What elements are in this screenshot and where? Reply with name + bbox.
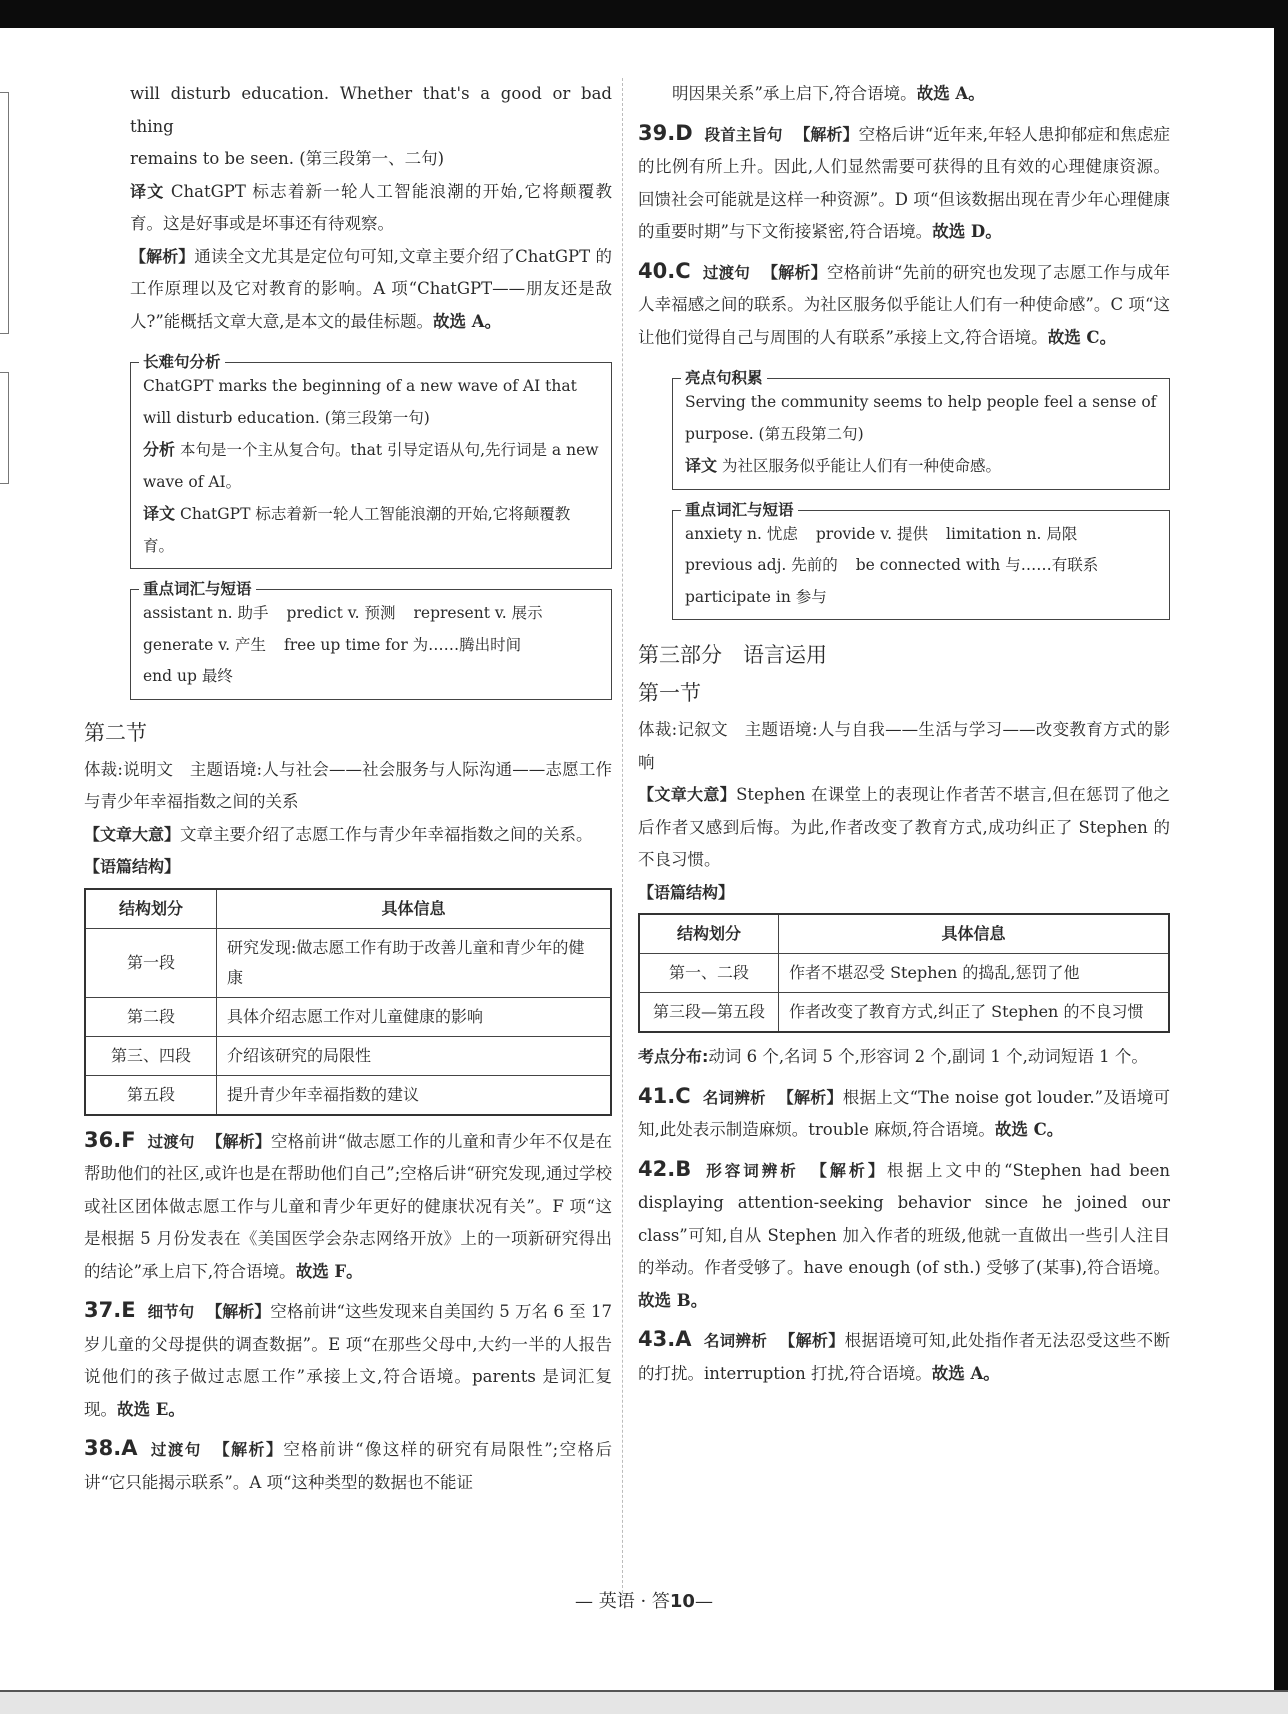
translation-label: 译文 — [685, 456, 718, 475]
table-cell: 介绍该研究的局限性 — [217, 1036, 612, 1075]
structure-table — [84, 888, 612, 1116]
table-header: 具体信息 — [217, 889, 612, 929]
question-39 — [638, 117, 1170, 249]
vocab-box — [130, 580, 612, 700]
table-cell: 第一段 — [85, 928, 217, 997]
question-type: 过渡句 — [149, 1441, 202, 1459]
analysis-text: 本句是一个主从复合句。that 引导定语从句,先行词是 a new wave of AI。 — [143, 441, 599, 491]
table-row — [639, 954, 1169, 993]
answer-text: 故选 C。 — [1047, 327, 1117, 347]
question-type: 形容词辨析 — [703, 1161, 799, 1180]
left-column — [84, 78, 612, 1499]
scan-right-border — [1274, 0, 1288, 1714]
analysis-text: 空格后讲“近年来,年轻人患抑郁症和焦虑症的比例有所上升。因此,人们显然需要可获得的且有效的心理健康资源。回馈社会可能就是这样一种资源”。D 项“但该数据出现在青少年心理健康的重要时期”与下文衔接紧密,符合语境。 — [638, 124, 1170, 241]
table-row — [85, 928, 611, 997]
question-type: 过渡句 — [147, 1132, 195, 1151]
answer-text: 故选 A。 — [916, 84, 985, 103]
analysis-text: 通读全文尤其是定位句可知,文章主要介绍了ChatGPT 的工作原理以及它对教育的影响。A 项“ChatGPT——朋友还是敌人?”能概括文章大意,是本文的最佳标题。 — [130, 246, 612, 331]
analysis-label: 【解析】 — [130, 246, 195, 266]
question-type: 名词辨析 — [702, 1088, 766, 1107]
summary-text: 文章主要介绍了志愿工作与青少年幸福指数之间的关系。 — [180, 824, 593, 844]
box-title: 重点词汇与短语 — [139, 577, 256, 601]
point-distribution — [638, 1041, 1170, 1074]
table-row — [639, 993, 1169, 1033]
table-header: 结构划分 — [85, 889, 217, 929]
sentence-translation — [685, 450, 1157, 483]
analysis-label: 【解析】 — [762, 262, 827, 282]
summary-text: Stephen 在课堂上的表现让作者苦不堪言,但在惩罚了他之后作者又感到后悔。为此,作者改变了教育方式,成功纠正了 Stephen 的不良习惯。 — [638, 785, 1170, 869]
answer-text: 故选 C。 — [994, 1120, 1064, 1139]
translation-text: 为社区服务似乎能让人们有一种使命感。 — [721, 457, 1001, 475]
question-type: 过渡句 — [702, 263, 751, 282]
box-title: 长难句分析 — [139, 350, 225, 374]
question-43 — [638, 1323, 1170, 1390]
table-cell: 第三段—第五段 — [639, 993, 779, 1033]
summary-label: 【文章大意】 — [638, 785, 737, 804]
analysis-label: 【解析】 — [206, 1302, 271, 1321]
question-number: 39.D — [638, 120, 693, 145]
example-sentence: ChatGPT marks the beginning of a new wave of AI that will disturb education. (第三段第一句) — [143, 377, 577, 427]
table-cell: 作者不堪忍受 Stephen 的捣乱,惩罚了他 — [779, 954, 1170, 993]
question-number: 38.A — [84, 1436, 138, 1460]
genre-line: 体裁:说明文 主题语境:人与社会——社会服务与人际沟通——志愿工作与青少年幸福指数之间的关系 — [84, 759, 612, 811]
table-cell: 提升青少年幸福指数的建议 — [217, 1075, 612, 1115]
vocab-item: free up time for 为……腾出时间 — [284, 635, 522, 654]
box-title: 重点词汇与短语 — [681, 498, 798, 522]
sentence-analysis — [143, 434, 599, 498]
analysis-label: 【解析】 — [794, 124, 859, 144]
vocab-item: participate in 参与 — [685, 587, 827, 606]
table-row — [85, 997, 611, 1036]
question-type: 细节句 — [147, 1303, 195, 1321]
question-type: 名词辨析 — [703, 1332, 768, 1350]
vocab-item: end up 最终 — [143, 667, 233, 685]
quote-line: will disturb education. Whether that's a good or bad thing — [130, 84, 612, 136]
question-number: 37.E — [84, 1298, 136, 1322]
scan-left-mark — [0, 92, 9, 334]
answer-text: 故选 E。 — [117, 1399, 185, 1419]
scan-left-mark — [0, 372, 9, 484]
vocab-item: previous adj. 先前的 — [685, 556, 838, 574]
table-cell: 第一、二段 — [639, 954, 779, 993]
analysis-text: 空格前讲“像这样的研究有局限性”;空格后讲“它只能揭示联系”。A 项“这种类型的数据也不能证 — [84, 1440, 612, 1492]
vocab-item: predict v. 预测 — [286, 604, 396, 622]
page-number: 10 — [669, 1591, 695, 1612]
genre-line: 体裁:记叙文 主题语境:人与自我——生活与学习——改变教育方式的影响 — [638, 720, 1170, 772]
summary — [84, 819, 612, 852]
analysis-label: 【解析】 — [810, 1160, 887, 1180]
answer-text: 故选 A。 — [931, 1363, 1000, 1383]
table-row — [85, 1075, 611, 1115]
vocab-item: provide v. 提供 — [815, 524, 929, 543]
answer-text: 故选 A。 — [433, 311, 502, 331]
distribution-text: 动词 6 个,名词 5 个,形容词 2 个,副词 1 个,动词短语 1 个。 — [708, 1047, 1148, 1066]
translation — [84, 176, 612, 241]
table-header: 结构划分 — [639, 914, 779, 954]
question-number: 40.C — [638, 258, 691, 283]
answer-text: 故选 D。 — [932, 222, 1002, 241]
question-37 — [84, 1294, 612, 1426]
summary-label: 【文章大意】 — [84, 824, 181, 844]
question-36 — [84, 1124, 612, 1289]
analysis-text: 空格前讲“这些发现来自美国约 5 万名 6 至 17 岁儿童的父母提供的调查数据”。E 项“在那些父母中,大约一半的人报告说他们的孩子做过志愿工作”承接上文,符合语境。parents 是词汇复现。 — [84, 1302, 612, 1419]
vocab-item: limitation n. 局限 — [946, 524, 1078, 543]
question-number: 43.A — [638, 1327, 692, 1351]
highlight-sentence-box — [672, 369, 1170, 490]
distribution-label: 考点分布: — [638, 1047, 709, 1066]
section-heading: 第一节 — [638, 681, 701, 705]
question-number: 36.F — [84, 1127, 136, 1152]
vocab-box — [672, 500, 1170, 621]
translation-label: 译文 — [130, 181, 165, 201]
vocab-item: anxiety n. 忧虑 — [685, 524, 798, 543]
question-41 — [638, 1080, 1170, 1147]
structure-label: 【语篇结构】 — [84, 857, 181, 876]
vocab-item: represent v. 展示 — [413, 604, 543, 622]
right-column — [638, 78, 1170, 1390]
structure-table — [638, 913, 1170, 1033]
answer-text: 故选 B。 — [638, 1290, 708, 1310]
table-cell: 作者改变了教育方式,纠正了 Stephen 的不良习惯 — [779, 993, 1170, 1033]
translation-text: ChatGPT 标志着新一轮人工智能浪潮的开始,它将颠覆教育。这是好事或是坏事还有待观察。 — [130, 181, 612, 233]
analysis-label: 【解析】 — [206, 1131, 272, 1151]
table-cell: 具体介绍志愿工作对儿童健康的影响 — [217, 997, 612, 1036]
vocab-item: be connected with 与……有联系 — [855, 556, 1099, 574]
analysis-label: 【解析】 — [779, 1331, 845, 1350]
passage-quote — [84, 78, 612, 176]
scan-top-border — [0, 0, 1288, 28]
analysis — [84, 241, 612, 339]
example-sentence: Serving the community seems to help people feel a sense of purpose. (第五段第二句) — [685, 393, 1157, 443]
analysis-text: 空格前讲“做志愿工作的儿童和青少年不仅是在帮助他们的社区,或许也是在帮助他们自己”;空格后讲“研究发现,通过学校或社区团体做志愿工作与儿童和青少年更好的健康状况有关”。F 项“这是根据 5 月份发表在《美国医学会杂志网络开放》上的一项新研究得出的结论”承上启下,符合语境。 — [84, 1131, 612, 1281]
sentence-translation — [143, 498, 599, 562]
vocab-item: generate v. 产生 — [143, 635, 267, 654]
analysis-text: 明因果关系”承上启下,符合语境。 — [672, 84, 917, 103]
table-header: 具体信息 — [779, 914, 1170, 954]
analysis-text: 根据上文中的“Stephen had been displaying attention-seeking behavior since he joined our class”可知,自从 Stephen 加入作者的班级,他就一直做出一些引人注目的举动。作者受够了。have enough (of sth.) 受够了(某事),符合语境。 — [638, 1160, 1170, 1277]
summary — [638, 779, 1170, 877]
table-cell: 第二段 — [85, 997, 217, 1036]
answer-text: 故选 F。 — [295, 1261, 363, 1281]
translation-text: ChatGPT 标志着新一轮人工智能浪潮的开始,它将颠覆教育。 — [143, 505, 571, 555]
vocab-item: assistant n. 助手 — [143, 604, 269, 622]
question-38 — [84, 1432, 612, 1499]
analysis-label: 【解析】 — [213, 1440, 284, 1459]
question-number: 41.C — [638, 1083, 691, 1108]
translation-label: 译文 — [143, 504, 176, 523]
analysis-label: 分析 — [143, 440, 176, 459]
table-cell: 第三、四段 — [85, 1036, 217, 1075]
question-40 — [638, 255, 1170, 355]
question-38-continued — [638, 78, 1170, 111]
box-title: 亮点句积累 — [681, 366, 767, 390]
footer-label: — 英语 · 答 — [575, 1591, 670, 1612]
page-footer — [0, 1588, 1288, 1616]
scan-bottom-border — [0, 1690, 1288, 1714]
structure-label: 【语篇结构】 — [638, 882, 735, 902]
question-number: 42.B — [638, 1156, 692, 1181]
analysis-label: 【解析】 — [777, 1087, 843, 1107]
footer-dash: — — [694, 1591, 713, 1612]
table-cell: 第五段 — [85, 1075, 217, 1115]
quote-line: remains to be seen. (第三段第一、二句) — [130, 149, 445, 168]
section-heading: 第二节 — [84, 720, 147, 745]
analysis-text: 空格前讲“先前的研究也发现了志愿工作与成年人幸福感之间的联系。为社区服务似乎能让人们有一种使命感”。C 项“这让他们觉得自己与周围的人有联系”承接上文,符合语境。 — [638, 262, 1170, 347]
table-cell: 研究发现:做志愿工作有助于改善儿童和青少年的健康 — [217, 928, 612, 997]
question-type: 段首主旨句 — [704, 125, 783, 144]
long-sentence-box — [130, 353, 612, 569]
question-42 — [638, 1153, 1170, 1318]
table-row — [85, 1036, 611, 1075]
part-heading: 第三部分 语言运用 — [638, 643, 827, 667]
analysis-text: 根据上文“The noise got louder.”及语境可知,此处表示制造麻烦。trouble 麻烦,符合语境。 — [638, 1087, 1170, 1139]
column-divider — [622, 78, 623, 1598]
analysis-text: 根据语境可知,此处指作者无法忍受这些不断的打扰。interruption 打扰,符合语境。 — [638, 1331, 1170, 1383]
